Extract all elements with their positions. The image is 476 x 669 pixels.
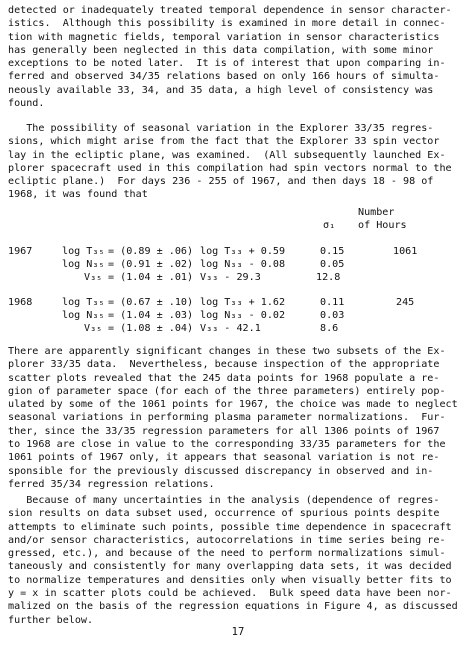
text-line: ther, since the 33/35 regression parameters for all 1306 points of 1967 <box>8 425 440 437</box>
eq-rhs: log T₃₃ + 1.62 <box>200 297 286 308</box>
text-line: to normalize temperatures and densities only when visually better fits to <box>8 574 452 586</box>
eq-sigma: 0.15 <box>320 246 345 257</box>
text-line: and/or sensor characteristics, autocorrelations in time series being re- <box>8 534 446 546</box>
sigma-header: σ₁ <box>323 220 336 231</box>
paragraph-seasonal-conclusion <box>8 345 470 491</box>
text-line: istics. Although this possibility is examined in more detail in connec- <box>8 18 446 30</box>
eq-lhs: log T₃₅ <box>62 246 105 257</box>
text-line: seasonal variations in performing plasma parameter normalizations. Fur- <box>8 412 446 424</box>
eq-coef: = (0.67 ± .10) <box>108 297 194 308</box>
text-line: ferred and observed 34/35 relations based on only 166 hours of simulta- <box>8 71 440 83</box>
text-line: Because of many uncertainties in the analysis (dependence of regres- <box>8 495 440 506</box>
text-line: detected or inadequately treated temporal dependence in sensor character- <box>8 5 452 16</box>
text-line: sponsible for the previously discussed discrepancy in observed and in- <box>8 465 434 477</box>
text-line: further below. <box>8 614 94 626</box>
text-line: found. <box>8 98 45 110</box>
paragraph-seasonal-variation <box>8 122 470 202</box>
text-line: sion results on data subset used, occurrence of spurious points despite <box>8 508 440 520</box>
text-line: 1968, it was found that <box>8 189 148 201</box>
eq-coef: = (0.91 ± .02) <box>108 259 194 270</box>
text-line: gion of parameter space (for each of the three parameters) entirely pop- <box>8 385 446 397</box>
eq-coef: = (1.04 ± .01) <box>108 272 194 283</box>
eq-lhs: log T₃₅ <box>62 297 105 308</box>
text-line: lay in the ecliptic plane, was examined. (All subsequently launched Ex- <box>8 149 446 161</box>
eq-rhs: V₃₃ - 42.1 <box>200 323 261 334</box>
year-label-1968: 1968 <box>8 297 33 308</box>
eq-rhs: V₃₃ - 29.3 <box>200 272 261 283</box>
text-line: scatter plots revealed that the 245 data points for 1968 populate a re- <box>8 372 440 384</box>
text-line: neously available 33, 34, and 35 data, a high level of consistency was <box>8 84 434 96</box>
eq-coef: = (1.04 ± .03) <box>108 310 194 321</box>
text-line: y = x in scatter plots could be achieved. Bulk speed data have been nor- <box>8 588 452 600</box>
text-line: taneously and consistently for many overlapping data sets, it was decided <box>8 561 452 573</box>
hours-value-1967: 1061 <box>393 246 418 257</box>
text-line: sions, which might arise from the fact that the Explorer 33 spin vector <box>8 136 440 148</box>
text-line: to 1968 are close in value to the corresponding 33/35 parameters for the <box>8 439 446 451</box>
text-line: malized on the basis of the regression equations in Figure 4, as discussed <box>8 601 458 613</box>
text-line: plorer 33/35 data. Nevertheless, because inspection of the appropriate <box>8 359 440 371</box>
text-line: attempts to eliminate such points, possible time dependence in spacecraft <box>8 521 452 533</box>
text-line: tion with magnetic fields, temporal variation in sensor characteristics <box>8 31 440 43</box>
text-line: The possibility of seasonal variation in the Explorer 33/35 regres- <box>8 123 434 134</box>
eq-coef: = (0.89 ± .06) <box>108 246 194 257</box>
year-label-1967: 1967 <box>8 246 33 257</box>
eq-rhs: log N₃₃ - 0.08 <box>200 259 286 270</box>
paragraph-temporal-dependence <box>8 4 470 110</box>
hours-header-line1: Number <box>358 207 395 218</box>
text-line: plorer spacecraft used in this compilation had spin vectors normal to the <box>8 162 452 174</box>
text-line: has generally been neglected in this data compilation, with some minor <box>8 44 434 56</box>
hours-value-1968: 245 <box>396 297 415 308</box>
eq-rhs: log T₃₃ + 0.59 <box>200 246 286 257</box>
text-line: There are apparently significant changes in these two subsets of the Ex- <box>8 346 446 357</box>
text-line: 1061 points of 1967 only, it appears that seasonal variation is not re- <box>8 452 440 464</box>
hours-header-line2: of Hours <box>358 220 407 231</box>
eq-lhs: log N₃₅ <box>62 310 105 321</box>
eq-lhs: V₃₅ <box>84 272 103 283</box>
page-number: 17 <box>231 626 245 638</box>
eq-sigma: 0.05 <box>320 259 345 270</box>
eq-coef: = (1.08 ± .04) <box>108 323 194 334</box>
eq-sigma: 8.6 <box>320 323 339 334</box>
eq-sigma: 12.8 <box>316 272 341 283</box>
eq-rhs: log N₃₃ - 0.02 <box>200 310 286 321</box>
text-line: ferred 35/34 regression relations. <box>8 478 215 490</box>
eq-sigma: 0.11 <box>320 297 345 308</box>
text-line: ecliptic plane.) For days 236 - 255 of 1967, and then days 18 - 98 of <box>8 176 434 188</box>
eq-lhs: V₃₅ <box>84 323 103 334</box>
eq-sigma: 0.03 <box>320 310 345 321</box>
text-line: ulated by some of the 1061 points for 1967, the choice was made to neglect <box>8 399 458 411</box>
eq-lhs: log N₃₅ <box>62 259 105 270</box>
text-line: exceptions to be noted later. It is of interest that upon comparing in- <box>8 58 446 70</box>
text-line: gressed, etc.), and because of the need to perform normalizations simul- <box>8 548 446 560</box>
paragraph-normalization <box>8 494 470 627</box>
